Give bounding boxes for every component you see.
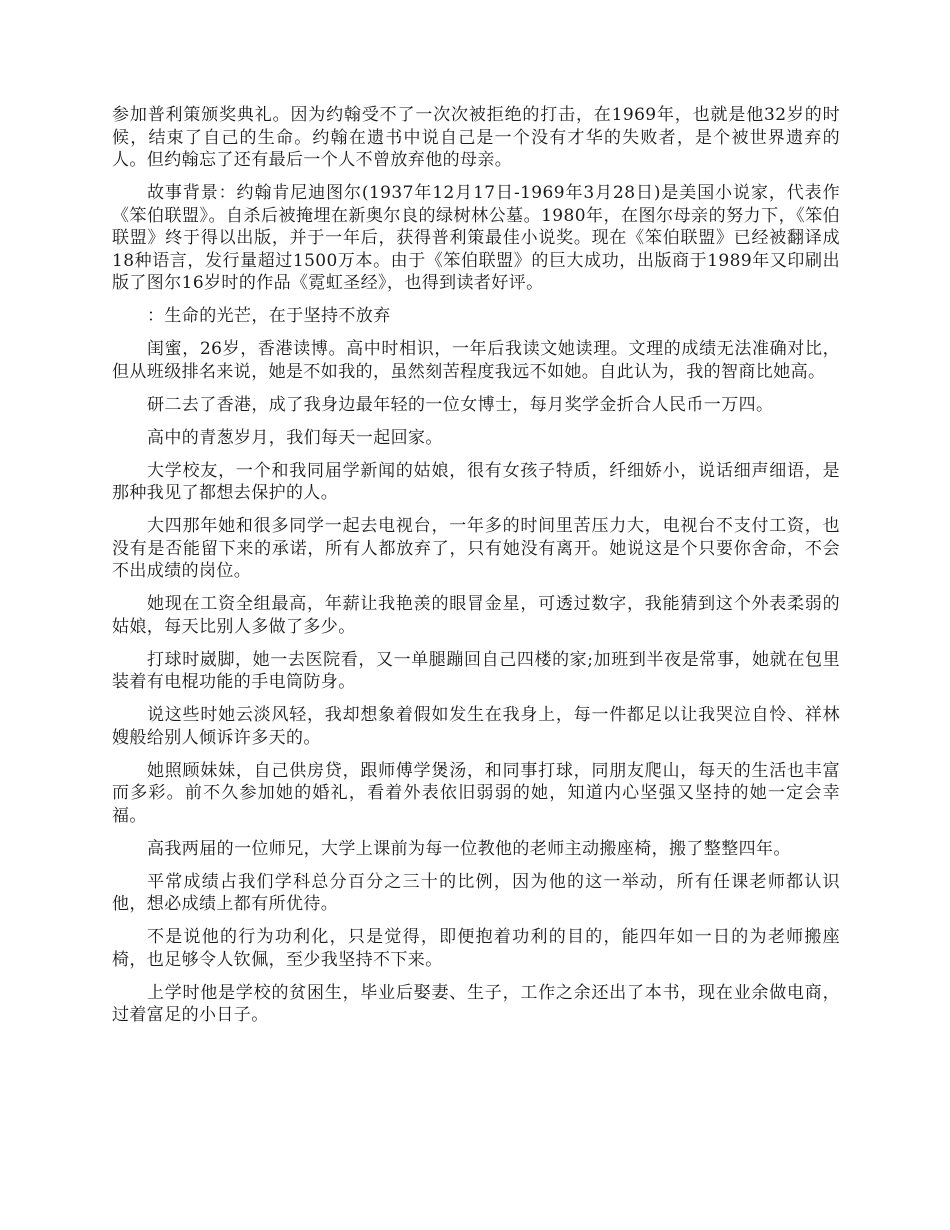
paragraph: 说这些时她云淡风轻，我却想象着假如发生在我身上，每一件都足以让我哭泣自怜、祥林嫂般给别人倾诉许多天的。 <box>112 705 840 748</box>
document-page <box>112 104 840 1037</box>
paragraph: 不是说他的行为功利化，只是觉得，即便抱着功利的目的，能四年如一日的为老师搬座椅，也足够令人钦佩，至少我坚持不下来。 <box>112 927 840 970</box>
paragraph: 高我两届的一位师兄，大学上课前为每一位教他的老师主动搬座椅，搬了整整四年。 <box>147 838 791 859</box>
paragraph: 闺蜜，26岁，香港读博。高中时相识，一年后我读文她读理。文理的成绩无法准确对比，但从班级排名来说，她是不如我的，虽然刻苦程度我远不如她。自此认为，我的智商比她高。 <box>112 339 840 382</box>
paragraph-story-background: 故事背景：约翰肯尼迪图尔(1937年12月17日-1969年3月28日)是美国小说家，代表作《笨伯联盟》。自杀后被掩埋在新奥尔良的绿树林公墓。1980年，在图尔母亲的努力下，《笨伯联盟》终于得以出版，并于一年后，获得普利策最佳小说奖。现在《笨伯联盟》已经被翻译成18种语言，发行量超过1500万本。由于《笨伯联盟》的巨大成功，出版商于1989年又印刷出版了图尔16岁时的作品《霓虹圣经》，也得到读者好评。 <box>112 183 840 293</box>
paragraph: 高中的青葱岁月，我们每天一起回家。 <box>147 427 443 448</box>
section-heading: ：生命的光芒，在于坚持不放弃 <box>147 306 391 326</box>
paragraph-continuation: 参加普利策颁奖典礼。因为约翰受不了一次次被拒绝的打击，在1969年，也就是他32岁的时候，结束了自己的生命。约翰在遗书中说自己是一个没有才华的失败者，是个被世界遗弃的人。但约翰忘了还有最后一个人不曾放弃他的母亲。 <box>112 105 840 170</box>
paragraph: 平常成绩占我们学科总分百分之三十的比例，因为他的这一举动，所有任课老师都认识他，想必成绩上都有所优待。 <box>112 871 840 914</box>
paragraph: 打球时崴脚，她一去医院看，又一单腿蹦回自己四楼的家;加班到半夜是常事，她就在包里装着有电棍功能的手电筒防身。 <box>112 649 840 692</box>
paragraph: 大学校友，一个和我同届学新闻的姑娘，很有女孩子特质，纤细娇小，说话细声细语，是那种我见了都想去保护的人。 <box>112 460 840 503</box>
paragraph: 她照顾妹妹，自己供房贷，跟师傅学煲汤，和同事打球，同朋友爬山，每天的生活也丰富而多彩。前不久参加她的婚礼，看着外表依旧弱弱的她，知道内心坚强又坚持的她一定会幸福。 <box>112 760 840 826</box>
paragraph: 研二去了香港，成了我身边最年轻的一位女博士，每月奖学金折合人民币一万四。 <box>147 394 774 415</box>
paragraph: 她现在工资全组最高，年薪让我艳羡的眼冒金星，可透过数字，我能猜到这个外表柔弱的姑娘，每天比别人多做了多少。 <box>112 594 840 637</box>
paragraph: 上学时他是学校的贫困生，毕业后娶妻、生子，工作之余还出了本书，现在业余做电商，过着富足的小日子。 <box>112 982 840 1025</box>
paragraph: 大四那年她和很多同学一起去电视台，一年多的时间里苦压力大，电视台不支付工资，也没有是否能留下来的承诺，所有人都放弃了，只有她没有离开。她说这是个只要你舍命，不会不出成绩的岗位。 <box>112 516 840 581</box>
